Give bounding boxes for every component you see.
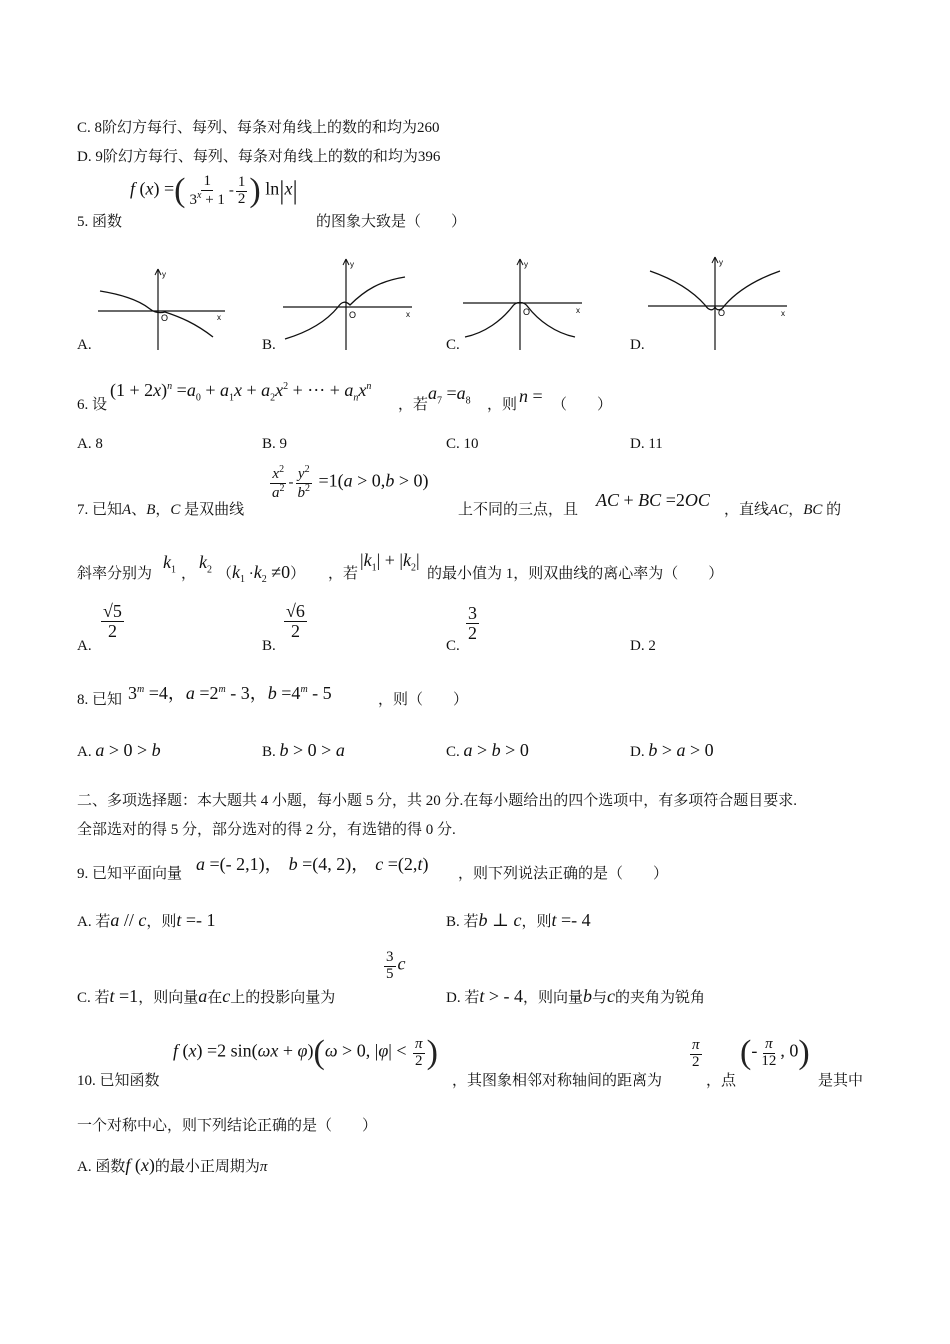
q9-option-d-suffix: 的夹角为锐角 bbox=[615, 990, 706, 1006]
q9-option-b-mid: ，则 bbox=[521, 914, 552, 930]
q5-label-c: C. bbox=[446, 337, 460, 353]
q7-option-a-label: A. bbox=[77, 638, 92, 654]
y-label: y bbox=[719, 258, 723, 267]
section2-line2: 全部选对的得 5 分，部分选对的得 2 分，有选错的得 0 分. bbox=[77, 822, 456, 838]
q9-option-a-mid: ，则 bbox=[146, 914, 177, 930]
q7-line2b: ，若 bbox=[328, 566, 359, 582]
q9-option-d-prefix: D. 若 bbox=[446, 990, 480, 1006]
q10-mid2: ，点 bbox=[706, 1073, 737, 1089]
q9-option-a: A. 若a // c，则t =- 1 bbox=[77, 910, 216, 930]
q5-graph-a bbox=[95, 265, 235, 355]
q9-option-c: C. 若t =1，则向量a在c上的投影向量为 bbox=[77, 986, 336, 1006]
q5-label-d: D. bbox=[630, 337, 645, 353]
q7-option-d: D. 2 bbox=[630, 638, 656, 654]
q10-line2: 一个对称中心，则下列结论正确的是（ ） bbox=[77, 1118, 378, 1134]
q10-option-a: A. 函数f (x)的最小正周期为π bbox=[77, 1155, 268, 1175]
q7-option-a: $\frac{√5}{2}$ bbox=[103, 601, 122, 641]
y-label: y bbox=[162, 270, 166, 279]
q7-line2c: 的最小值为 1，则双曲线的离心率为（ ） bbox=[427, 566, 724, 582]
q10-formula: f (x) =2 sin(ωx + φ)(ω > 0, |φ| < $\frac{\pi}{2}$ ) bbox=[173, 1034, 438, 1071]
q6-expansion: $(1 + 2x)^n =a_0 + a_1x + a_2x^2$ + ··· + $a_nx^n$ bbox=[110, 380, 372, 404]
q5-graph-c bbox=[460, 255, 590, 355]
q9-prefix: 9. 已知平面向量 bbox=[77, 866, 183, 882]
q10-mid: ，其图象相邻对称轴间的距离为 bbox=[452, 1073, 663, 1089]
q9-option-c-mid: ，则向量 bbox=[138, 990, 199, 1006]
q7-text2-label: ，直线 bbox=[724, 502, 770, 518]
q4-option-d: D. 9阶幻方每行、每列、每条对角线上的数的和均为396 bbox=[77, 149, 441, 165]
q7-option-b: $\frac{√6}{2}$ bbox=[286, 601, 305, 641]
origin-label: O bbox=[349, 310, 357, 320]
q9-option-c-projection: $\frac{3}{5}$ c bbox=[386, 949, 406, 982]
q9-option-c-prefix: C. 若 bbox=[77, 990, 110, 1006]
q8-option-b: B. b > 0 > a bbox=[262, 740, 345, 760]
x-label: x bbox=[406, 310, 410, 319]
q9-option-c-mid2: 在 bbox=[207, 990, 223, 1006]
q7-option-c-label: C. bbox=[446, 638, 460, 654]
origin-label: O bbox=[161, 313, 169, 323]
x-label: x bbox=[217, 313, 221, 322]
q6-option-a: A. 8 bbox=[77, 436, 103, 452]
q7-text2: ，直线AC，BC 的 bbox=[724, 502, 842, 518]
x-label: x bbox=[781, 309, 785, 318]
q10-option-a-suffix: 的最小正周期为 bbox=[154, 1159, 260, 1175]
curve bbox=[100, 291, 213, 337]
q8-option-d: D. b > a > 0 bbox=[630, 740, 714, 760]
origin-label: O bbox=[718, 308, 726, 318]
q6-option-c: C. 10 bbox=[446, 436, 479, 452]
q9-option-d: D. 若t > - 4，则向量b与c的夹角为锐角 bbox=[446, 986, 706, 1006]
q10-distance: $\frac{\pi}{2}$ bbox=[692, 1037, 700, 1070]
q5-prefix: 5. 函数 bbox=[77, 214, 123, 230]
q5-formula: f (x) =( $\frac{1}{3^x + 1}$ - $\frac{1}{2}$ ) ln|x| bbox=[130, 172, 298, 209]
q6-n: n = bbox=[519, 386, 543, 406]
q9-vectors: a =(- 2,1)， b =(4, 2)， c =(2,t) bbox=[196, 854, 429, 874]
q8-option-a: A. a > 0 > b bbox=[77, 740, 161, 760]
q9-suffix: ，则下列说法正确的是（ ） bbox=[458, 866, 669, 882]
q6-option-b: B. 9 bbox=[262, 436, 288, 452]
y-label: y bbox=[524, 260, 528, 269]
q7-hyperbola: $\frac{x^2}{a^2}$ - $\frac{y^2}{b^2}$ =1(a > 0,b > 0) bbox=[272, 464, 429, 501]
q7-line2 bbox=[77, 562, 152, 583]
section2-line1: 二、多项选择题：本大题共 4 小题，每小题 5 分，共 20 分.在每小题给出的四个选项中，有多项符合题目要求. bbox=[77, 793, 798, 809]
q6-prefix: 6. 设 bbox=[77, 397, 108, 413]
q4-option-c: C. 8阶幻方每行、每列、每条对角线上的数的和均为260 bbox=[77, 120, 440, 136]
q10-prefix: 10. 已知函数 bbox=[77, 1073, 160, 1089]
curve bbox=[285, 277, 405, 339]
y-label: y bbox=[350, 260, 354, 269]
q7-k-cond: $(k_1 \cdot k_2 \ne 0)$ bbox=[217, 562, 306, 585]
q9-option-a-prefix: A. 若 bbox=[77, 914, 111, 930]
q8-prefix: 8. 已知 bbox=[77, 692, 123, 708]
q5-graph-d bbox=[645, 253, 795, 353]
q6-mid: ，若 bbox=[398, 397, 429, 413]
q9-option-b-prefix: B. 若 bbox=[446, 914, 479, 930]
q6-option-d: D. 11 bbox=[630, 436, 663, 452]
q7-line1: 7. 已知A、B，C 是双曲线 bbox=[77, 502, 245, 518]
q7-text1: 上不同的三点，且 bbox=[458, 502, 579, 518]
q10-point: (- $\frac{\pi}{12}$ , 0) bbox=[740, 1034, 810, 1071]
q9-option-d-mid: ，则向量 bbox=[523, 990, 584, 1006]
q7-abs-sum: $|k_1| + |k_2|$ bbox=[360, 550, 420, 574]
q5-label-a: A. bbox=[77, 337, 92, 353]
q7-prefix: 7. 已知 bbox=[77, 502, 123, 518]
q7-option-c: $\frac{3}{2}$ bbox=[468, 603, 477, 643]
q9-option-d-mid2: 与 bbox=[592, 990, 608, 1006]
q8-conditions: $3^m =4$，$a =2^m - 3$，$b =4^m - 5$ bbox=[128, 683, 332, 703]
q10-suffix: 是其中 bbox=[818, 1073, 864, 1089]
q10-option-a-prefix: A. 函数 bbox=[77, 1159, 126, 1175]
q6-suffix: （ ） bbox=[552, 397, 613, 413]
q5-label-b: B. bbox=[262, 337, 276, 353]
q6-condition: $a_7 =a_8$ bbox=[428, 383, 471, 407]
origin-label: O bbox=[523, 307, 531, 317]
q7-line2a: 斜率分别为 bbox=[77, 566, 153, 582]
q7-k2: $k_2$ bbox=[199, 552, 212, 576]
q7-comma: ， bbox=[181, 566, 197, 582]
q7-vector-eq: AC + BC =2OC bbox=[596, 490, 710, 510]
q7-k1: $k_1$ bbox=[163, 552, 176, 576]
x-label: x bbox=[576, 306, 580, 315]
q5-graph-b bbox=[280, 255, 420, 355]
q8-option-c: C. a > b > 0 bbox=[446, 740, 529, 760]
q9-option-b: B. 若b ⊥ c，则t =- 4 bbox=[446, 910, 591, 930]
q6-mid2: ，则 bbox=[487, 397, 518, 413]
q7-option-b-label: B. bbox=[262, 638, 276, 654]
q9-option-c-mid3: 上的投影向量为 bbox=[230, 990, 336, 1006]
q8-suffix: ，则（ ） bbox=[378, 692, 469, 708]
q5-suffix: 的图象大致是（ ） bbox=[316, 214, 467, 230]
